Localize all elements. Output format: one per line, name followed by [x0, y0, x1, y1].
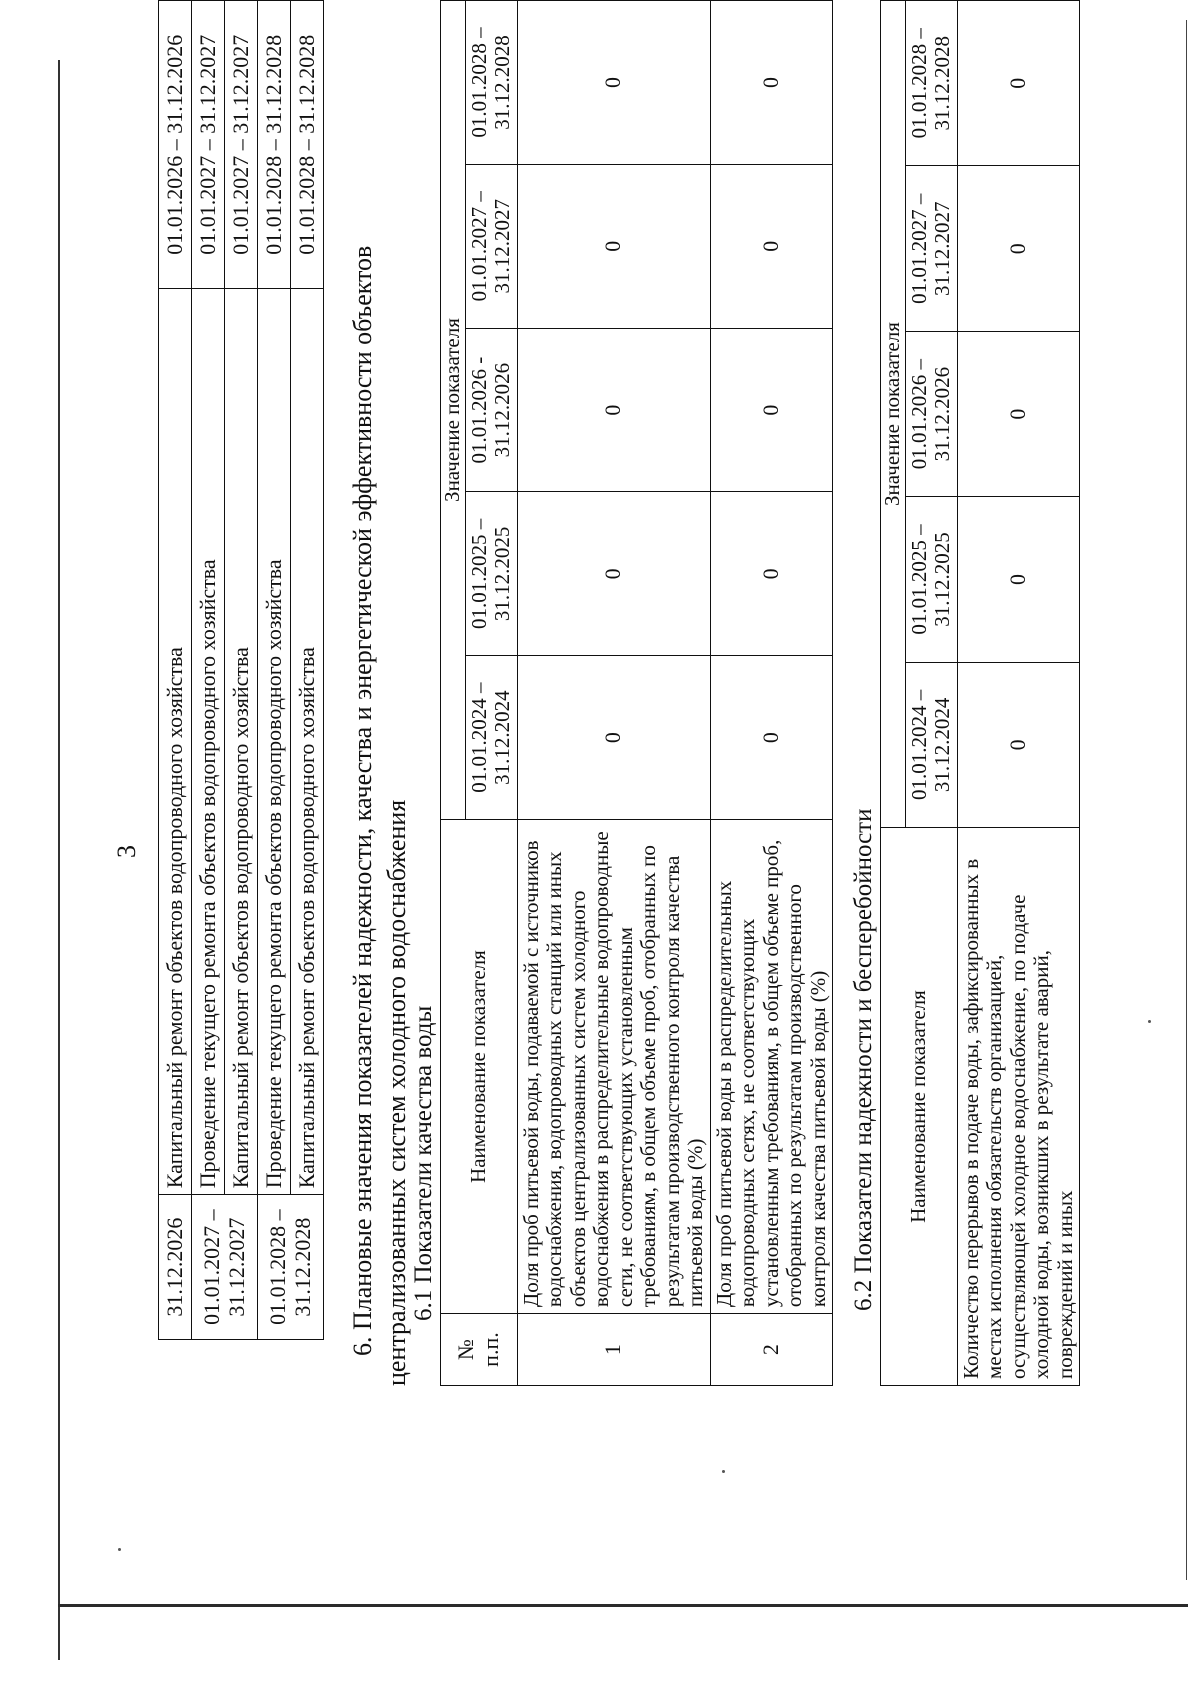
table-header-row: [441, 1, 466, 1386]
column-header-period: 01.01.2028 – 31.12.2028: [465, 1, 517, 165]
dates-cell: 01.01.2027 – 31.12.2027: [192, 1, 225, 290]
indicator-name: Количество перерывов в подаче воды, зафиксированных в местах исполнения обязательств организацией, осуществляющей холодное водоснабжение, по подаче холодной воды, возникших в результате аварий, повреждений и иных: [957, 828, 1080, 1386]
column-header-period: 01.01.2025 – 31.12.2025: [465, 492, 517, 656]
work-cell: Проведение текущего ремонта объектов водопроводного хозяйства: [192, 289, 225, 1195]
value-cell: 0: [710, 1, 833, 165]
table-header-row: [881, 1, 906, 1386]
section-6-heading: 6. Плановые значения показателей надежности, качества и энергетической эффективности объектов: [348, 245, 377, 1356]
period-cell: 31.12.2026: [159, 1195, 192, 1340]
column-header-name: Наименование показателя: [881, 828, 958, 1386]
indicator-name: Доля проб питьевой воды, подаваемой с источников водоснабжения, водопроводных станций или иных объектов централизованных систем холодного водоснабжения в распределительные водопроводные сети, не соответствующих установленным требованиям, в общем объеме проб, отобранных по результатам производственного контроля качества питьевой воды (%): [517, 820, 710, 1314]
column-group-header: Значение показателя: [881, 1, 906, 828]
section-6-heading-cont: централизованных систем холодного водоснабжения: [382, 799, 411, 1386]
value-cell: 0: [517, 1, 710, 165]
page-number: 3: [112, 845, 141, 858]
table-row: [957, 1, 1080, 1386]
value-cell: 0: [957, 662, 1080, 827]
table-row: [517, 1, 710, 1386]
value-cell: 0: [957, 497, 1080, 662]
table-row: [225, 1, 258, 1340]
reliability-table: [880, 0, 1080, 1386]
value-cell: 0: [517, 328, 710, 492]
water-quality-table: [440, 0, 833, 1386]
period-cell: 01.01.2027 – 31.12.2027: [192, 1195, 258, 1340]
work-cell: Капитальный ремонт объектов водопроводного хозяйства: [159, 289, 192, 1195]
table-row: [258, 1, 291, 1340]
column-header-period: 01.01.2027 – 31.12.2027: [905, 166, 957, 331]
row-number: 1: [517, 1314, 710, 1386]
dates-cell: 01.01.2026 – 31.12.2026: [159, 1, 192, 290]
column-header-period: 01.01.2027 – 31.12.2027: [465, 164, 517, 328]
column-header-period: 01.01.2025 – 31.12.2025: [905, 497, 957, 662]
value-cell: 0: [710, 164, 833, 328]
row-number: 2: [710, 1314, 833, 1386]
table-row: [159, 1, 192, 1340]
column-group-header: Значение показателя: [441, 1, 466, 820]
column-header-period: 01.01.2028 – 31.12.2028: [905, 1, 957, 166]
value-cell: 0: [517, 656, 710, 820]
column-header-period: 01.01.2026 – 31.12.2026: [905, 331, 957, 496]
value-cell: 0: [517, 492, 710, 656]
table-row: [710, 1, 833, 1386]
table-row: [291, 1, 324, 1340]
dates-cell: 01.01.2027 – 31.12.2027: [225, 1, 258, 290]
section-6-1-title: 6.1 Показатели качества воды: [410, 1005, 437, 1321]
dates-cell: 01.01.2028 – 31.12.2028: [291, 1, 324, 290]
column-header-period: 01.01.2024 – 31.12.2024: [905, 662, 957, 827]
work-cell: Проведение текущего ремонта объектов водопроводного хозяйства: [258, 289, 291, 1195]
indicator-name: Доля проб питьевой воды в распределительных водопроводных сетях, не соответствующих установленным требованиям, в общем объеме проб, отобранных по результатам производственного контроля качества питьевой воды (%): [710, 820, 833, 1314]
work-cell: Капитальный ремонт объектов водопроводного хозяйства: [291, 289, 324, 1195]
value-cell: 0: [957, 166, 1080, 331]
table-row: [192, 1, 225, 1340]
column-header-period: 01.01.2026 - 31.12.2026: [465, 328, 517, 492]
dates-cell: 01.01.2028 – 31.12.2028: [258, 1, 291, 290]
column-header-name: Наименование показателя: [441, 820, 518, 1314]
period-cell: 01.01.2028 – 31.12.2028: [258, 1195, 324, 1340]
value-cell: 0: [517, 164, 710, 328]
value-cell: 0: [957, 331, 1080, 496]
section-6-2-title: 6.2 Показатели надежности и бесперебойности: [850, 808, 877, 1311]
column-header-num: № п.п.: [441, 1314, 518, 1386]
value-cell: 0: [710, 492, 833, 656]
value-cell: 0: [710, 328, 833, 492]
column-header-period: 01.01.2024 – 31.12.2024: [465, 656, 517, 820]
value-cell: 0: [710, 656, 833, 820]
value-cell: 0: [957, 1, 1080, 166]
work-cell: Капитальный ремонт объектов водопроводного хозяйства: [225, 289, 258, 1195]
schedule-table: [158, 0, 324, 1340]
